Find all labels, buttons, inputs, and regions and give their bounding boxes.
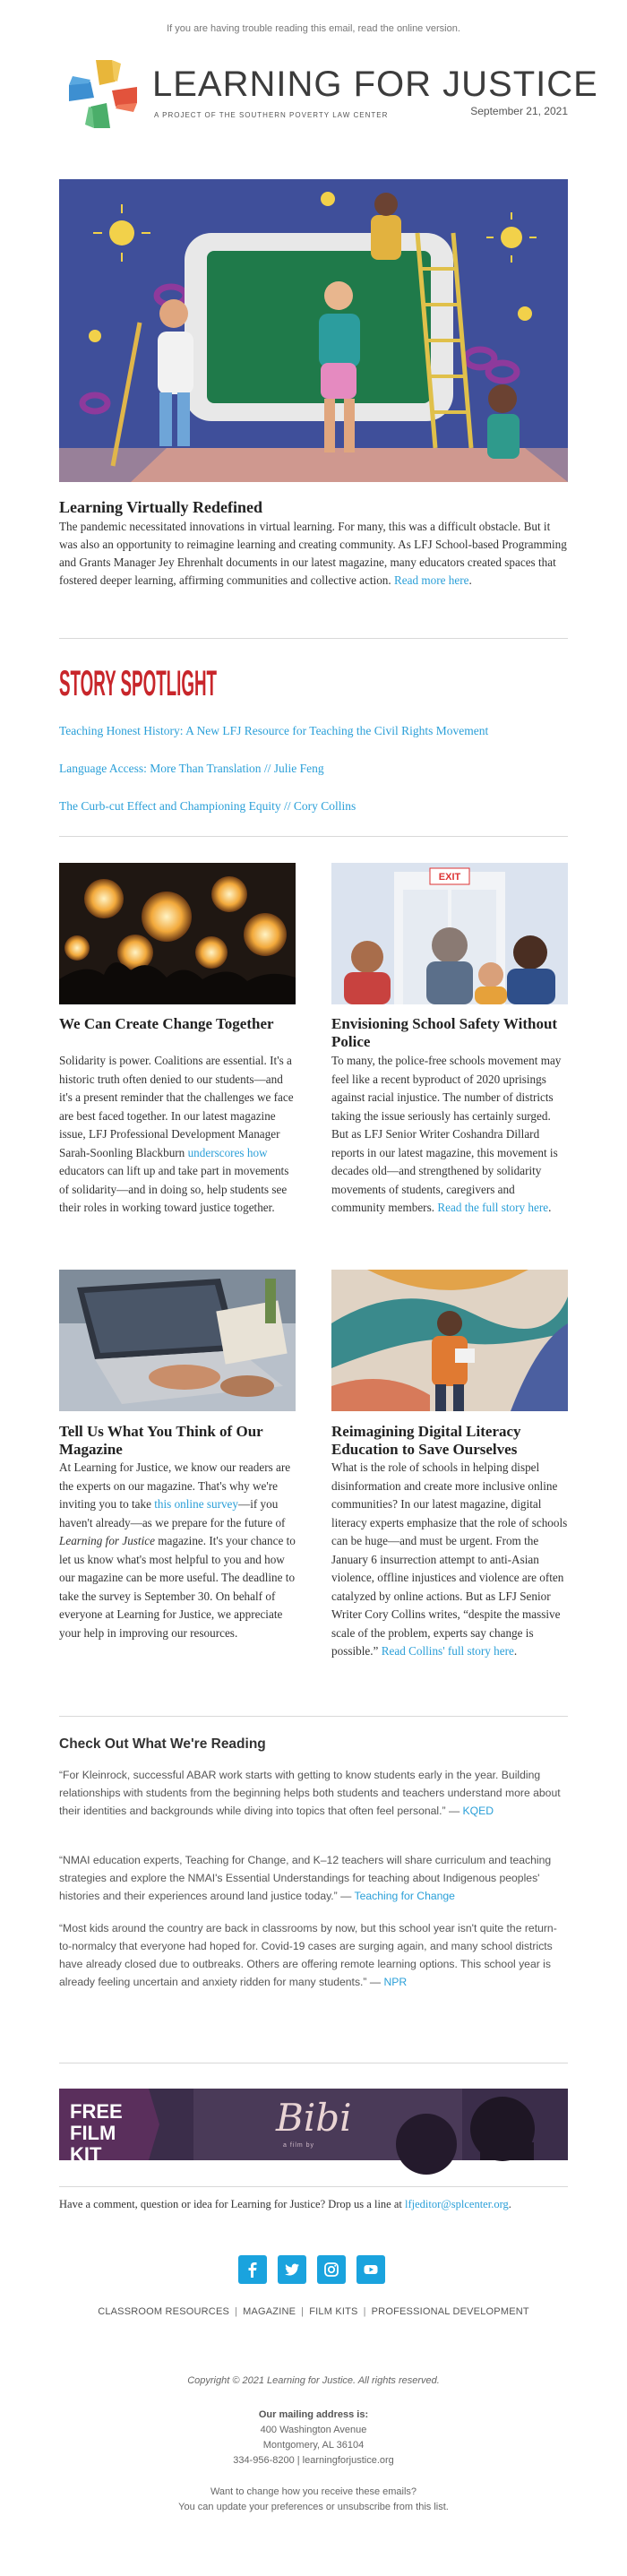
kqed-link[interactable]: KQED [462, 1805, 494, 1817]
card-text: . [548, 1201, 552, 1214]
footer-separator: | [235, 2306, 238, 2317]
lead-story-text: The pandemic necessitated innovations in virtual learning. For many, this was a difficult obstacle. But it was also an opportunity to reimagine learning and creating community. As LFJ School-based Programming and Grants Manager Jey Ehrenhalt documents in our latest magazine, many educators created spaces that fostered deeper learning, affirming communities and collective action. [59, 520, 567, 587]
twitter-icon[interactable] [278, 2255, 306, 2284]
address-street: 400 Washington Avenue [260, 2425, 367, 2435]
story-spotlight-label: STORY SPOTLIGHT [59, 664, 217, 703]
spotlight-link-honest-history[interactable]: Teaching Honest History: A New LFJ Resource for Teaching the Civil Rights Movement [59, 724, 489, 737]
hallway-students-illustration [331, 863, 568, 1004]
address-label: Our mailing address is: [258, 2409, 369, 2420]
editor-email-link[interactable]: lfjeditor@splcenter.org [404, 2198, 509, 2210]
divider [59, 1716, 568, 1717]
magazine-title: Learning for Justice [59, 1534, 155, 1547]
preheader-text[interactable]: If you are having trouble reading this email, read the online version. [167, 23, 460, 34]
lead-story-body [59, 518, 568, 590]
facebook-icon[interactable] [238, 2255, 267, 2284]
card-title-survey: Tell Us What You Think of Our Magazine [59, 1423, 263, 1458]
divider [59, 638, 568, 639]
spotlight-link-language-access[interactable]: Language Access: More Than Translation // Julie Feng [59, 762, 324, 775]
card-body-literacy [331, 1459, 568, 1661]
exit-sign: EXIT [438, 872, 461, 883]
hero-illustration[interactable] [59, 179, 568, 482]
brand-title: LEARNING FOR JUSTICE [152, 65, 598, 104]
free-film-kit-banner[interactable] [59, 2089, 568, 2166]
virtual-classroom-illustration [59, 179, 568, 482]
mailing-address [0, 2408, 627, 2468]
lead-story-title: Learning Virtually Redefined [59, 498, 263, 516]
youtube-icon[interactable] [356, 2255, 385, 2284]
full-story-link[interactable]: Read the full story here [437, 1201, 549, 1214]
feedback-period: . [508, 2198, 511, 2210]
film-byline: a film by [283, 2142, 315, 2149]
email-preferences [0, 2485, 627, 2515]
social-links [238, 2255, 389, 2284]
digital-literacy-image[interactable] [331, 1270, 568, 1411]
card-title-safety: Envisioning School Safety Without Police [331, 1015, 558, 1050]
footer-link-classroom-resources[interactable]: CLASSROOM RESOURCES [98, 2306, 230, 2317]
reading-quote-teaching-for-change [59, 1851, 568, 1905]
underscores-how-link[interactable]: underscores how [187, 1145, 268, 1159]
brand-logo[interactable] [63, 54, 598, 134]
film-title: Bibi [276, 2096, 352, 2140]
teaching-for-change-link[interactable]: Teaching for Change [354, 1890, 455, 1902]
card-text: educators can lift up and take part in movements of solidarity—and in doing so, help students see their roles in working toward justice together. [59, 1164, 289, 1214]
card-text: magazine. It's your chance to let us know what's most helpful to you and how our magazine can be more useful. The deadline to take the survey is September 30. On behalf of everyone at Learning for Justice, we appreciate your help in improving our resources. [59, 1534, 296, 1640]
brand-subtitle: A PROJECT OF THE SOUTHERN POVERTY LAW CENTER [154, 111, 389, 119]
lanterns-illustration [59, 863, 296, 1004]
story-spotlight-heading [59, 659, 274, 702]
card-text: Solidarity is power. Coalitions are essential. It's a historic truth often denied to our students—and it's a present reminder that the challenges we face are best faced together. In our latest magazine issue, LFJ Professional Development Manager Sarah-Soonling Blackburn [59, 1054, 294, 1159]
reading-quote-kqed [59, 1766, 568, 1820]
laptop-desk-image[interactable] [59, 1270, 296, 1411]
reading-heading: Check Out What We're Reading [59, 1736, 266, 1752]
issue-date: September 21, 2021 [470, 105, 568, 117]
address-city: Montgomery, AL 36104 [262, 2440, 365, 2451]
laptop-desk-photo [59, 1270, 296, 1411]
read-more-link[interactable]: Read more here [394, 573, 469, 587]
address-contact: 334-956-8200 | learningforjustice.org [233, 2455, 394, 2466]
quote-text: “Most kids around the country are back in classrooms by now, but this school year isn't quite the return-to-normalcy that everyone had hoped for. Covid-19 cases are surging again, and many school districts have already closed due to outbreaks. Others are offering remote learning options. This school year is already feeling uncertain and anxiety ridden for many students.” — [59, 1922, 557, 1988]
lanterns-image[interactable] [59, 863, 296, 1004]
card-title-change: We Can Create Change Together [59, 1015, 274, 1032]
card-body-change [59, 1052, 296, 1218]
footer-link-magazine[interactable]: MAGAZINE [243, 2306, 296, 2317]
footer-separator: | [301, 2306, 305, 2317]
lead-story-period: . [468, 573, 472, 587]
card-body-survey [59, 1459, 296, 1642]
reading-quote-npr [59, 1919, 568, 1991]
instagram-icon[interactable] [317, 2255, 346, 2284]
divider [59, 2186, 568, 2187]
card-body-safety [331, 1052, 568, 1218]
online-survey-link[interactable]: this online survey [154, 1497, 239, 1511]
footer-nav [0, 2306, 627, 2317]
footer-link-professional-development[interactable]: PROFESSIONAL DEVELOPMENT [371, 2306, 529, 2317]
quote-text: “For Kleinrock, successful ABAR work starts with getting to know students early in the year. Building relationships with students from the beginning helps both students and teachers understand more about their identities and backgrounds while diving into topics that often feel personal.” — [59, 1769, 561, 1817]
free-film-kit-label: FREE FILM KIT [70, 2100, 123, 2166]
feedback-line [59, 2195, 568, 2213]
npr-link[interactable]: NPR [383, 1976, 408, 1988]
school-hallway-image[interactable] [331, 863, 568, 1004]
spotlight-link-curb-cut[interactable]: The Curb-cut Effect and Championing Equity // Cory Collins [59, 799, 356, 813]
collins-story-link[interactable]: Read Collins' full story here [381, 1644, 514, 1658]
card-text: —if you haven't already—as we prepare for the future of [59, 1497, 286, 1529]
quote-text: “NMAI education experts, Teaching for Change, and K–12 teachers will share curriculum and teaching strategies and explore the NMAI's Essential Understandings for teaching about Indigenous peoples' histories and their experiences around land justice today.” — [59, 1854, 552, 1902]
feedback-text: Have a comment, question or idea for Learning for Justice? Drop us a line at [59, 2198, 405, 2210]
card-title-literacy: Reimagining Digital Literacy Education to Save Ourselves [331, 1423, 521, 1458]
copyright-notice: Copyright © 2021 Learning for Justice. All rights reserved. [187, 2375, 440, 2386]
preferences-links[interactable]: You can update your preferences or unsubscribe from this list. [178, 2502, 449, 2512]
card-text: . [513, 1644, 518, 1658]
card-text: What is the role of schools in helping dispel disinformation and create more inclusive online communities? In our latest magazine, digital literacy experts emphasize that the role of schools can be huge—and must be urgent. From the January 6 insurrection attempt to anti-Asian violence, offline injustices and violence are often catalyzed by online actions. But as LFJ Senior Writer Cory Collins writes, “despite the massive scale of the problem, experts say change is possible.” [331, 1460, 568, 1658]
divider [59, 836, 568, 837]
card-text: To many, the police-free schools movement may feel like a recent byproduct of 2020 uprisings against racial injustice. The number of districts taking the issue seriously has certainly surged. But as LFJ Senior Writer Coshandra Dillard reports in our latest magazine, this movement is decades old—and strengthened by solidarity movements of students, caregivers and community members. [331, 1054, 562, 1214]
hands-logo-icon [63, 54, 143, 134]
preferences-question: Want to change how you receive these emails? [210, 2486, 417, 2497]
digital-literacy-illustration [331, 1270, 568, 1411]
card-text: At Learning for Justice, we know our readers are the experts on our magazine. That's why we're inviting you to take [59, 1460, 291, 1511]
footer-link-film-kits[interactable]: FILM KITS [309, 2306, 358, 2317]
footer-separator: | [363, 2306, 366, 2317]
